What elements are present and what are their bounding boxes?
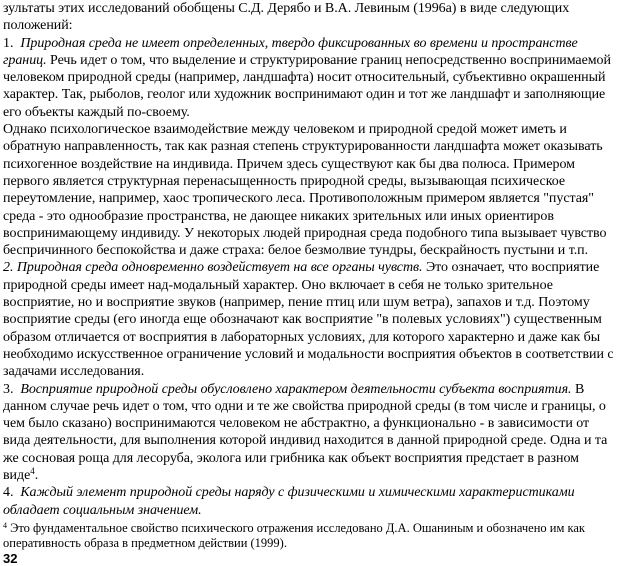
point-4-title: Каждый элемент природной среды наряду с физическими и химическими характеристиками обладает социальным значением.	[3, 485, 575, 518]
point-1-body: Речь идет о том, что выделение и структурирование границ непосредственно воспринимаемой человеком природной среды (например, ландшафта) носит относительный, субъективно окрашенный характер. Так, рыболов, геолог или художник воспринимают один и тот же ландшафт и заполняющие его объекты каждый по-своему.	[3, 52, 611, 120]
point-2-title: 2. Природная среда одновременно воздействует на все органы чувств.	[3, 260, 423, 276]
point-1-title: Природная среда не имеет определенных, твердо фиксированных во времени и пространстве границ.	[3, 35, 578, 68]
point-3-end: .	[34, 468, 39, 484]
point-4	[3, 484, 616, 519]
point-4-number: 4.	[3, 485, 14, 501]
point-3-body: В данном случае речь идет о том, что одни и те же свойства природной среды (в том числе и границы, о чем было сказано) воспринимаются человеком не абстрактно, а функционально - в зависимости от вида деятельности, для выполнения которой индивид находится в данной природной среде. Одна и та же сосновая роща для лесоруба, эколога или грибника как объект восприятия предстает в разном виде	[3, 381, 608, 484]
main-text	[3, 0, 616, 519]
point-1	[3, 35, 616, 121]
point-3-number: 3.	[3, 381, 14, 397]
footnote-mark: 4	[3, 520, 7, 530]
footnote-text: Это фундаментальное свойство психического отражения исследовано Д.А. Ошаниным и обозначено им как оперативность образа в предметном действии (1999).	[3, 520, 586, 550]
point-3-title: Восприятие природной среды обусловлено характером деятельности субъекта восприятия.	[20, 381, 572, 397]
footnote-reference: 4	[30, 466, 35, 477]
intro-paragraph: зультаты этих исследований обобщены С.Д. Дерябо и В.А. Левиным (1996а) в виде следующих положений:	[3, 1, 570, 34]
point-1-number: 1.	[3, 35, 14, 51]
point-3	[3, 381, 616, 485]
point-2	[3, 259, 616, 380]
page-number: 32	[3, 550, 18, 566]
point-2-body: Это означает, что восприятие природной среды имеет над-модальный характер. Оно включает в себя не только зрительное восприятие, но и восприятие звуков (например, пение птиц или шум ветра), запахов и т.д. Поэтому восприятие среды (его иногда еще обозначают как восприятие "в полевых условиях") существенным образом отличается от восприятия в лабораторных условиях, для которого характерно и даже как бы необходимо искусственное ограничение условий и модальности восприятия объектов в соответствии с задачами исследования.	[3, 260, 614, 380]
footnote	[3, 521, 616, 551]
paragraph-2: Однако психологическое взаимодействие между человеком и природной средой может иметь и обратную направленность, так как разная степень структурированности ландшафта может оказывать психогенное воздействие на индивида. Причем здесь существуют как бы два полюса. Примером первого является структурная перенасыщенность природной среды, вызывающая психическое переутомление, например, хаос тропического леса. Противоположным примером является "пустая" среда - это однообразие пространства, не дающее никаких зрительных или иных ориентиров воспринимающему индивиду. У некоторых людей природная среда подобного типа вызывает чувство беспричинного беспокойства и даже страха: белое безмолвие тундры, бескрайность пустыни и т.п.	[3, 122, 607, 259]
